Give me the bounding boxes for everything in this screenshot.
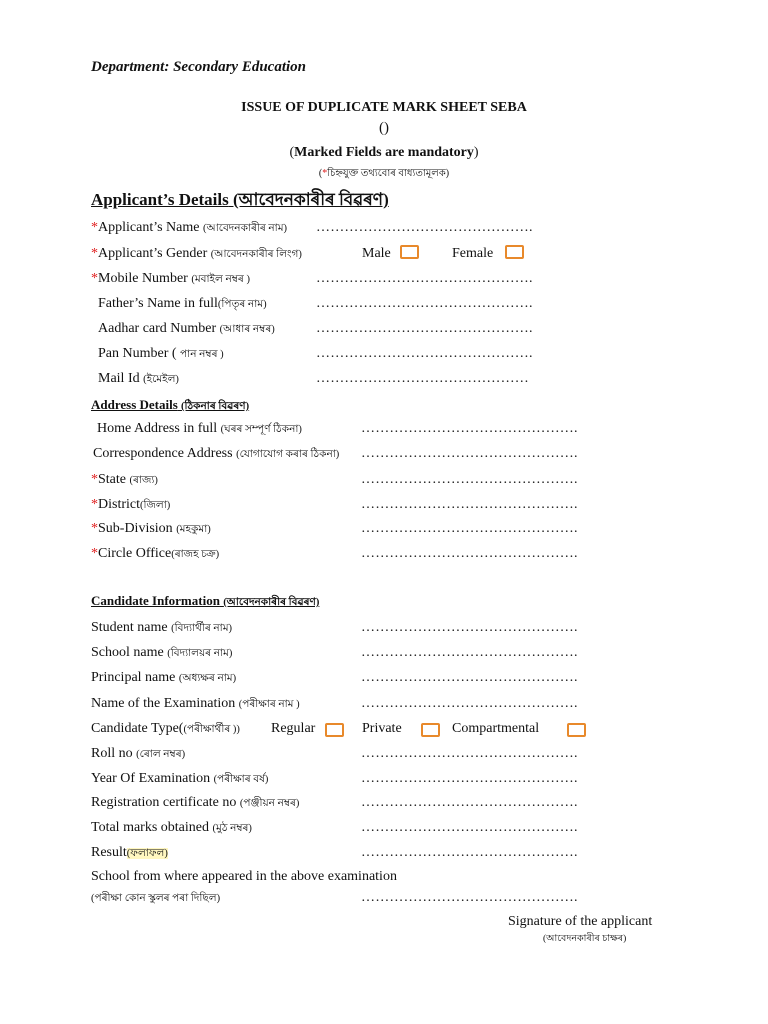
field-total-marks: Total marks obtained (মুঠ নম্বৰ) <box>91 820 252 835</box>
candidate-section-heading: Candidate Information (আবেদনকাৰীৰ বিৱৰণ) <box>91 593 320 608</box>
field-mobile-number: *Mobile Number (মবাইল নম্বৰ ) <box>91 271 250 286</box>
gender-male-checkbox[interactable] <box>400 245 419 259</box>
type-private-checkbox[interactable] <box>421 723 440 737</box>
title-paren: () <box>379 120 389 136</box>
school-appeared-bn: (পৰীক্ষা কোন স্কুলৰ পৰা দিছিল) <box>91 893 221 904</box>
type-compartmental-label: Compartmental <box>452 721 540 736</box>
sub-division-input[interactable]: ………………………………………. <box>361 521 578 536</box>
field-school-name: School name (বিদ্যালয়ৰ নাম) <box>91 645 233 660</box>
registration-no-input[interactable]: ………………………………………. <box>361 795 578 810</box>
year-of-examination-input[interactable]: ………………………………………. <box>361 771 578 786</box>
field-registration-no: Registration certificate no (পঞ্জীয়ন নম্বৰ) <box>91 795 300 810</box>
field-candidate-type: Candidate Type((পৰীক্ষাৰ্থীৰ )) <box>91 721 240 736</box>
mandatory-bn-text: চিহ্নযুক্ত তথ্যবোৰ বাধ্যতামূলক <box>327 168 446 179</box>
applicant-heading-text: Applicant’s Details <box>91 190 229 209</box>
student-name-input[interactable]: ………………………………………. <box>361 620 578 635</box>
field-mail-id: Mail Id (ইমেইল) <box>98 371 179 386</box>
field-pan-number: Pan Number ( পান নম্বৰ ) <box>98 346 224 361</box>
field-state: *State (ৰাজ্য) <box>91 472 158 487</box>
father-name-input[interactable]: ………………………………………. <box>316 296 533 311</box>
applicant-name-input[interactable]: ………………………………………. <box>316 220 533 235</box>
applicant-heading-bn: (আবেদনকাৰীৰ বিৱৰণ) <box>233 190 389 209</box>
field-applicant-gender: *Applicant’s Gender (আবেদনকাৰীৰ লিংগ) <box>91 246 302 261</box>
field-aadhar-number: Aadhar card Number (আধাৰ নম্বৰ) <box>98 321 275 336</box>
field-correspondence-address: Correspondence Address (যোগাযোগ কৰাৰ ঠিকনা) <box>93 446 340 461</box>
type-regular-checkbox[interactable] <box>325 723 344 737</box>
home-address-input[interactable]: ………………………………………. <box>361 421 578 436</box>
field-principal-name: Principal name (অধ্যক্ষৰ নাম) <box>91 670 237 685</box>
aadhar-number-input[interactable]: ………………………………………. <box>316 321 533 336</box>
type-regular-label: Regular <box>271 721 316 736</box>
field-roll-no: Roll no (ৰোল নম্বৰ) <box>91 746 186 761</box>
signature-bn: (আবেদনকাৰীৰ চাক্ষৰ) <box>543 934 627 944</box>
address-section-heading: Address Details (ঠিকনাৰ বিৱৰণ) <box>91 397 250 412</box>
field-circle-office: *Circle Office(ৰাজহ চক্ৰ) <box>91 546 220 561</box>
school-appeared-input[interactable]: ………………………………………. <box>361 890 578 905</box>
mobile-number-input[interactable]: ………………………………………. <box>316 271 533 286</box>
principal-name-input[interactable]: ………………………………………. <box>361 670 578 685</box>
type-private-label: Private <box>362 721 402 736</box>
form-title: ISSUE OF DUPLICATE MARK SHEET SEBA <box>241 100 527 115</box>
gender-female-checkbox[interactable] <box>505 245 524 259</box>
field-sub-division: *Sub-Division (মহকুমা) <box>91 521 211 536</box>
field-examination-name: Name of the Examination (পৰীক্ষাৰ নাম ) <box>91 696 300 711</box>
field-father-name: Father’s Name in full(পিতৃৰ নাম) <box>98 296 267 311</box>
district-input[interactable]: ………………………………………. <box>361 497 578 512</box>
field-year-of-examination: Year Of Examination (পৰীক্ষাৰ বৰ্ষ) <box>91 771 269 786</box>
gender-male-label: Male <box>362 246 391 261</box>
mandatory-note-bn: (*চিহ্নযুক্ত তথ্যবোৰ বাধ্যতামূলক) <box>318 168 450 179</box>
total-marks-input[interactable]: ………………………………………. <box>361 820 578 835</box>
applicant-section-heading <box>91 187 389 215</box>
field-result: Result(ফলাফল) <box>91 845 168 860</box>
field-applicant-name: *Applicant’s Name (আবেদনকাৰীৰ নাম) <box>91 220 288 235</box>
correspondence-address-input[interactable]: ………………………………………. <box>361 446 578 461</box>
field-student-name: Student name (বিদ্যাৰ্থীৰ নাম) <box>91 620 233 635</box>
state-input[interactable]: ………………………………………. <box>361 472 578 487</box>
gender-female-label: Female <box>452 246 494 261</box>
pan-number-input[interactable]: ………………………………………. <box>316 346 533 361</box>
examination-name-input[interactable]: ………………………………………. <box>361 696 578 711</box>
mail-id-input[interactable]: ……………………………………… <box>316 371 529 386</box>
result-input[interactable]: ………………………………………. <box>361 845 578 860</box>
field-school-appeared: School from where appeared in the above examination <box>91 869 397 884</box>
school-name-input[interactable]: ………………………………………. <box>361 645 578 660</box>
department-label: Department: Secondary Education <box>91 59 307 75</box>
mandatory-text: Marked Fields are mandatory <box>294 145 474 160</box>
mandatory-note: (Marked Fields are mandatory) <box>289 145 479 160</box>
signature-label: Signature of the applicant <box>508 914 653 929</box>
circle-office-input[interactable]: ………………………………………. <box>361 546 578 561</box>
field-home-address: Home Address in full (ঘৰৰ সম্পূৰ্ণ ঠিকনা) <box>97 421 302 436</box>
type-compartmental-checkbox[interactable] <box>567 723 586 737</box>
field-district: *District(জিলা) <box>91 497 171 512</box>
roll-no-input[interactable]: ………………………………………. <box>361 746 578 761</box>
